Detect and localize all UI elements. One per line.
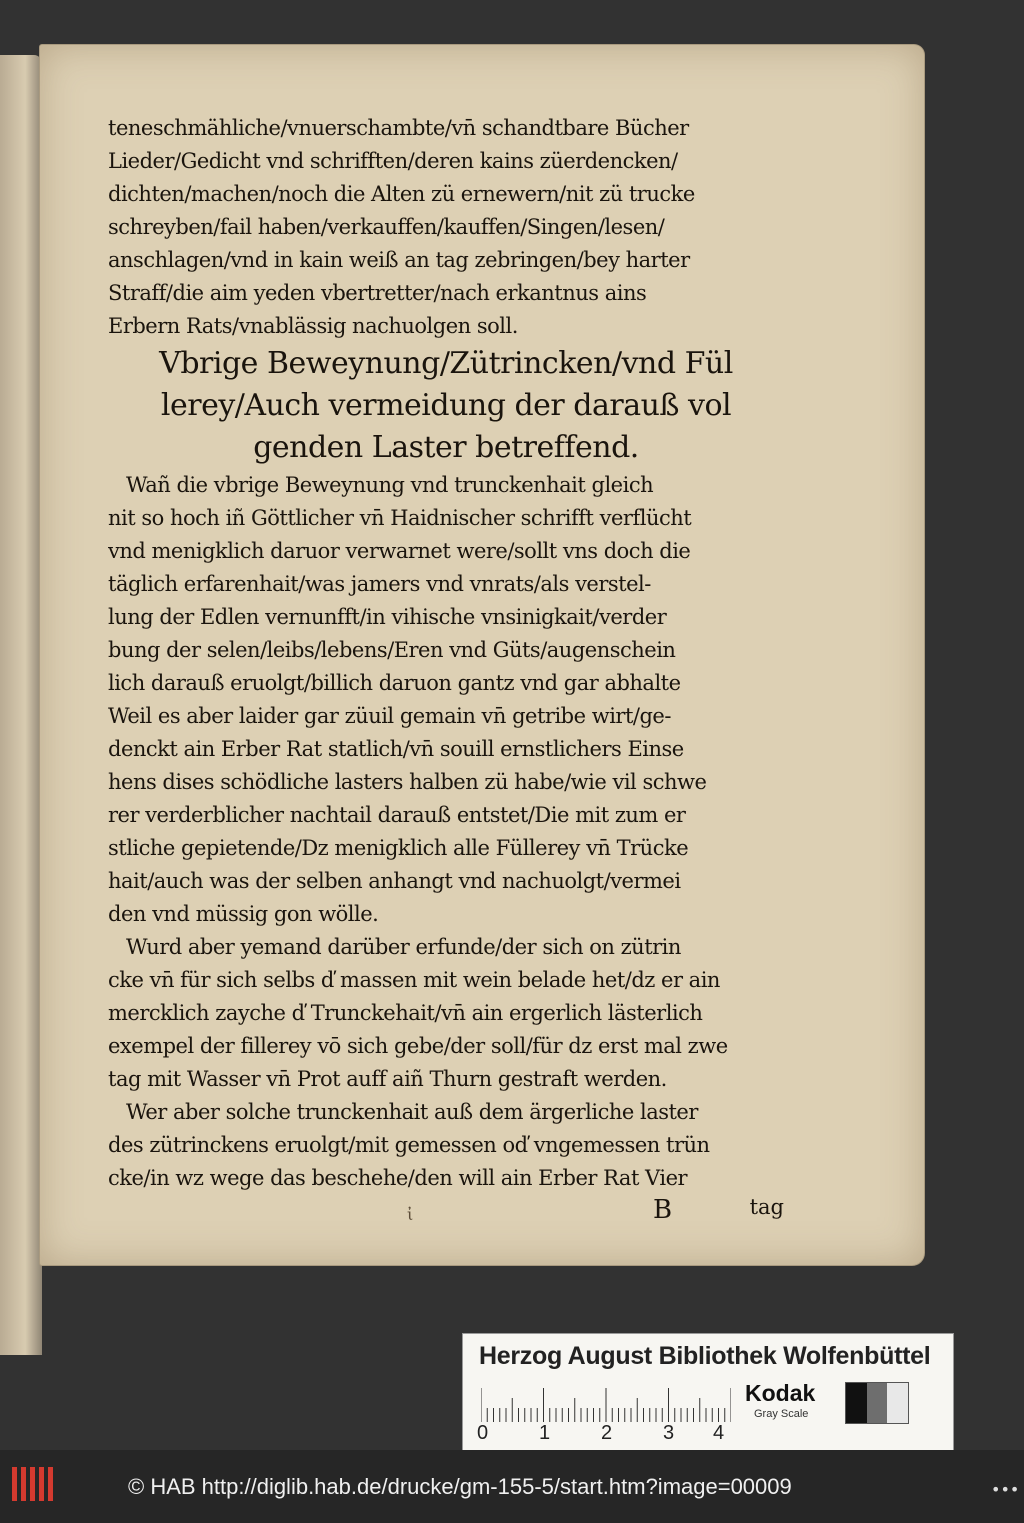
text-line: lerey/Auch vermeidung der darauß vol xyxy=(160,388,732,423)
gray-scale-label: Gray Scale xyxy=(754,1408,809,1420)
ruler-number: 2 xyxy=(601,1422,613,1444)
paragraph-toasting xyxy=(108,1096,784,1195)
text-line: cke/in wz wege das beschehe/den will ain Erber Rat Vier xyxy=(108,1166,688,1190)
text-line: des zütrinckens eruolgt/mit gemessen oď vngemessen trün xyxy=(108,1133,710,1157)
text-line: vnd menigklich daruor verwarnet were/sollt vns doch die xyxy=(108,539,691,563)
library-name: Herzog August Bibliothek Wolfenbüttel xyxy=(479,1342,931,1370)
paragraph-drunkenness xyxy=(108,469,784,931)
text-line: lung der Edlen vernunfft/in vihische vnsinigkait/verder xyxy=(108,605,667,629)
text-line: tag mit Wasser vn̄ Prot auff aiñ Thurn gestraft werden. xyxy=(108,1067,667,1091)
text-line: Wañ die vbrige Beweynung vnd trunckenhait gleich xyxy=(126,473,654,497)
text-line: anschlagen/vnd in kain weiß an tag zebringen/bey harter xyxy=(108,248,690,272)
text-line: Straff/die aim yeden vbertretter/nach erkantnus ains xyxy=(108,281,647,305)
ruler-number: 0 xyxy=(477,1422,489,1444)
copyright-link[interactable]: © HAB http://diglib.hab.de/drucke/gm-155-5/start.htm?image=00009 xyxy=(128,1474,792,1499)
text-line: rer verderblicher nachtail darauß entstet/Die mit zum er xyxy=(108,803,686,827)
text-line: Vbrige Beweynung/Zütrincken/vnd Fül xyxy=(159,346,733,381)
kodak-label: Kodak xyxy=(745,1380,816,1406)
text-line: täglich erfarenhait/was jamers vnd vnrats/als verstel- xyxy=(108,572,651,596)
text-line: den vnd müssig gon wölle. xyxy=(108,902,379,926)
text-line: lich darauß eruolgt/billich daruon gantz vnd gar abhalte xyxy=(108,671,681,695)
text-line: cke vn̄ für sich selbs ď massen mit wein belade het/dz er ain xyxy=(108,968,720,992)
text-line: denckt ain Erber Rat statlich/vn̄ souill ernstlichers Einse xyxy=(108,737,684,761)
text-line: Weil es aber laider gar züuil gemain vn̄ getribe wirt/ge- xyxy=(108,704,671,728)
text-line: dichten/machen/noch die Alten zü ernewern/nit zü trucke xyxy=(108,182,695,206)
page-foot xyxy=(108,1195,784,1231)
three-dots-icon[interactable]: ••• xyxy=(991,1480,1020,1499)
footer-bar xyxy=(0,1450,1024,1523)
text-line: schreyben/fail haben/verkauffen/kauffen/Singen/lesen/ xyxy=(108,215,665,239)
text-line: bung der selen/leibs/lebens/Eren vnd Güts/augenschein xyxy=(108,638,676,662)
text-line: Wer aber solche trunckenhait auß dem ärgerliche laster xyxy=(126,1100,698,1124)
paragraph-penalty xyxy=(108,931,784,1096)
ruler-number: 3 xyxy=(663,1422,675,1444)
swatch-mid xyxy=(867,1383,888,1423)
text-line: Erbern Rats/vnablässig nachuolgen soll. xyxy=(108,314,518,338)
ruler-number: 4 xyxy=(713,1422,725,1444)
text-line: nit so hoch iñ Göttlicher vn̄ Haidnischer schrifft verflücht xyxy=(108,506,692,530)
color-calibration-card xyxy=(462,1333,954,1455)
gray-swatches xyxy=(845,1382,909,1424)
ruler xyxy=(481,1388,731,1422)
swatch-light xyxy=(887,1383,908,1423)
text-line: hens dises schödliche lasters halben zü habe/wie vil schwe xyxy=(108,770,707,794)
signature-mark: B xyxy=(653,1195,673,1225)
text-line: Wurd aber yemand darüber erfunde/der sich on zütrin xyxy=(126,935,681,959)
text-line: Lieder/Gedicht vnd schrifften/deren kains züerdencken/ xyxy=(108,149,678,173)
section-heading xyxy=(108,343,784,469)
text-line: stliche gepietende/Dz menigklich alle Füllerey vn̄ Trücke xyxy=(108,836,689,860)
text-line: hait/auch was der selben anhangt vnd nachuolgt/vermei xyxy=(108,869,681,893)
text-line: exempel der fillerey vō sich gebe/der soll/für dz erst mal zwe xyxy=(108,1034,728,1058)
text-line: teneschmähliche/vnuerschambte/vn̄ schandtbare Bücher xyxy=(108,116,689,140)
swatch-dark xyxy=(846,1383,867,1423)
hab-logo-icon xyxy=(10,1463,56,1505)
text-line: mercklich zayche ď Trunckehait/vn̄ ain ergerlich lästerlich xyxy=(108,1001,703,1025)
ruler-number: 1 xyxy=(539,1422,551,1444)
catchword: tag xyxy=(749,1195,784,1219)
page-mark: ἰ xyxy=(407,1205,414,1224)
text-line: genden Laster betreffend. xyxy=(253,430,639,465)
page-text xyxy=(108,112,784,1231)
previous-page-edge xyxy=(0,55,42,1355)
paragraph-intro xyxy=(108,112,784,343)
